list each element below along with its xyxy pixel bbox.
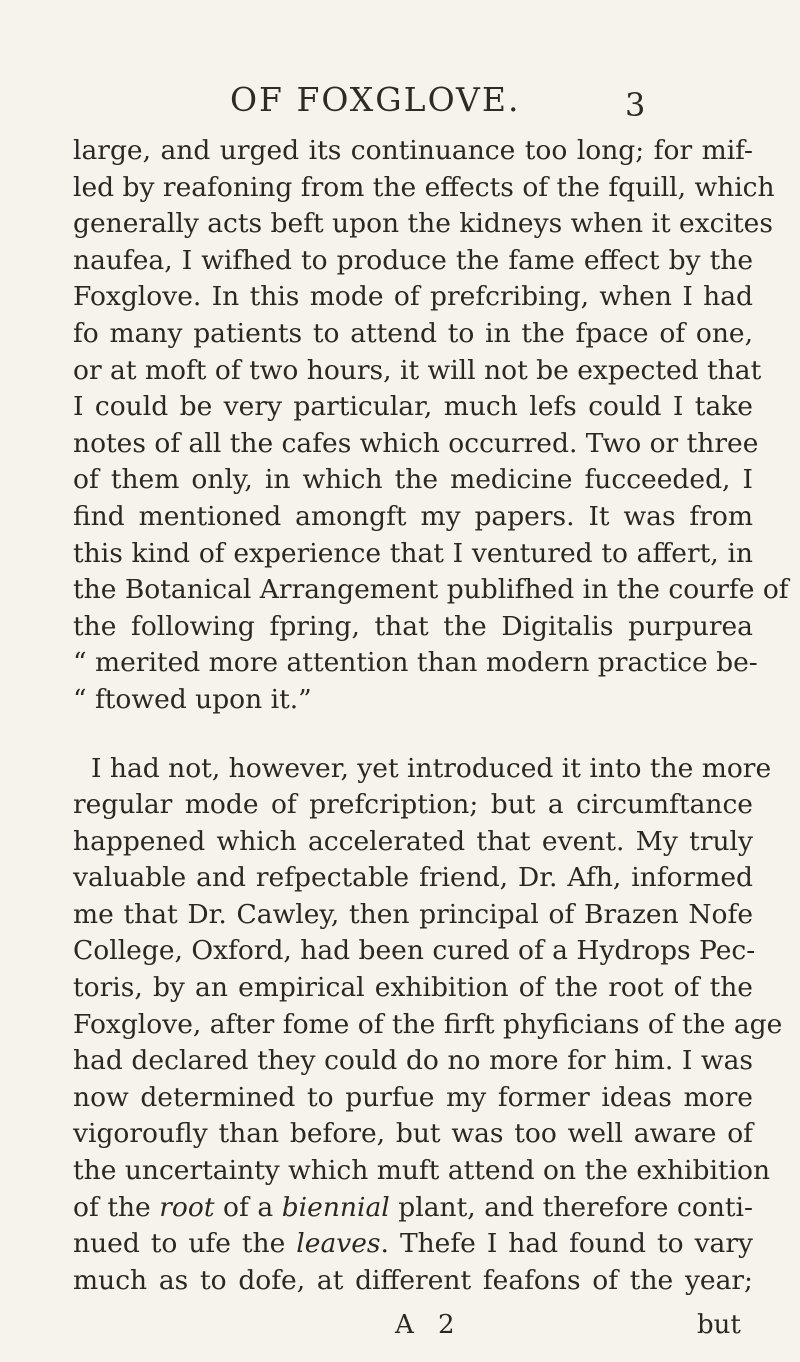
running-head — [0, 80, 800, 124]
text-line: valuable and refpectable friend, Dr. Afh, informed — [73, 862, 753, 894]
catchword: but — [697, 1310, 741, 1340]
text-line: nued to ufe the leaves. Thefe I had found to vary — [73, 1228, 753, 1260]
text-line: or at moft of two hours, it will not be expected that — [73, 354, 762, 386]
text-line: the uncertainty which muft attend on the exhibition — [73, 1155, 771, 1187]
page-number: 3 — [625, 86, 646, 124]
text-line: toris, by an empirical exhibition of the root of the — [73, 972, 753, 1004]
italic-word: biennial — [281, 1191, 390, 1223]
text-line: the Botanical Arrangement publifhed in the courfe of — [73, 574, 789, 606]
body-text — [73, 133, 789, 1299]
text-line: now determined to purfue my former ideas more — [73, 1081, 753, 1113]
text-line: me that Dr. Cawley, then principal of Brazen Nofe — [73, 898, 753, 930]
text-line: much as to dofe, at different feafons of the year; — [73, 1264, 753, 1296]
text-line: Foxglove, after fome of the firft phyficians of the age — [73, 1008, 783, 1040]
text-line: find mentioned amongft my papers. It was from — [73, 500, 753, 532]
text-line: “ merited more attention than modern practice be- — [73, 647, 758, 679]
text-line: naufea, I wifhed to produce the fame effect by the — [73, 244, 753, 276]
text-line: generally acts beft upon the kidneys when it excites — [73, 208, 773, 240]
page-footer — [0, 1310, 800, 1350]
text-line: happened which accelerated that event. My truly — [73, 825, 753, 857]
paragraph-1 — [73, 133, 789, 719]
running-title: OF FOXGLOVE. — [230, 80, 521, 119]
text-line: this kind of experience that I ventured to affert, in — [73, 537, 753, 569]
text-line: College, Oxford, had been cured of a Hydrops Pec- — [73, 935, 756, 967]
signature-mark: A 2 — [395, 1310, 463, 1340]
text-line: large, and urged its continuance too long; for mif- — [73, 135, 753, 166]
paragraph-gap — [73, 719, 753, 751]
text-line: led by reafoning from the effects of the fquill, which — [73, 171, 775, 203]
text-line: the following fpring, that the Digitalis purpurea — [73, 610, 753, 642]
text-line: fo many patients to attend to in the fpace of one, — [73, 317, 753, 349]
text-line: vigoroufly than before, but was too well aware of — [73, 1118, 753, 1150]
text-line: of the root of a biennial plant, and therefore conti- — [73, 1191, 753, 1223]
text-line: regular mode of prefcription; but a circumftance — [73, 789, 753, 821]
text-line: of them only, in which the medicine fucceeded, I — [73, 464, 753, 496]
paragraph-2 — [73, 751, 783, 1300]
text-line: “ ftowed upon it.” — [73, 683, 312, 715]
text-line: notes of all the cafes which occurred. Two or three — [73, 427, 759, 459]
text-line: I could be very particular, much lefs could I take — [73, 391, 753, 423]
text-line: Foxglove. In this mode of prefcribing, when I had — [73, 281, 753, 313]
italic-word: leaves — [296, 1228, 381, 1260]
text-line: I had not, however, yet introduced it into the more — [91, 752, 772, 784]
italic-word: root — [159, 1191, 215, 1223]
text-line: had declared they could do no more for him. I was — [73, 1045, 753, 1077]
